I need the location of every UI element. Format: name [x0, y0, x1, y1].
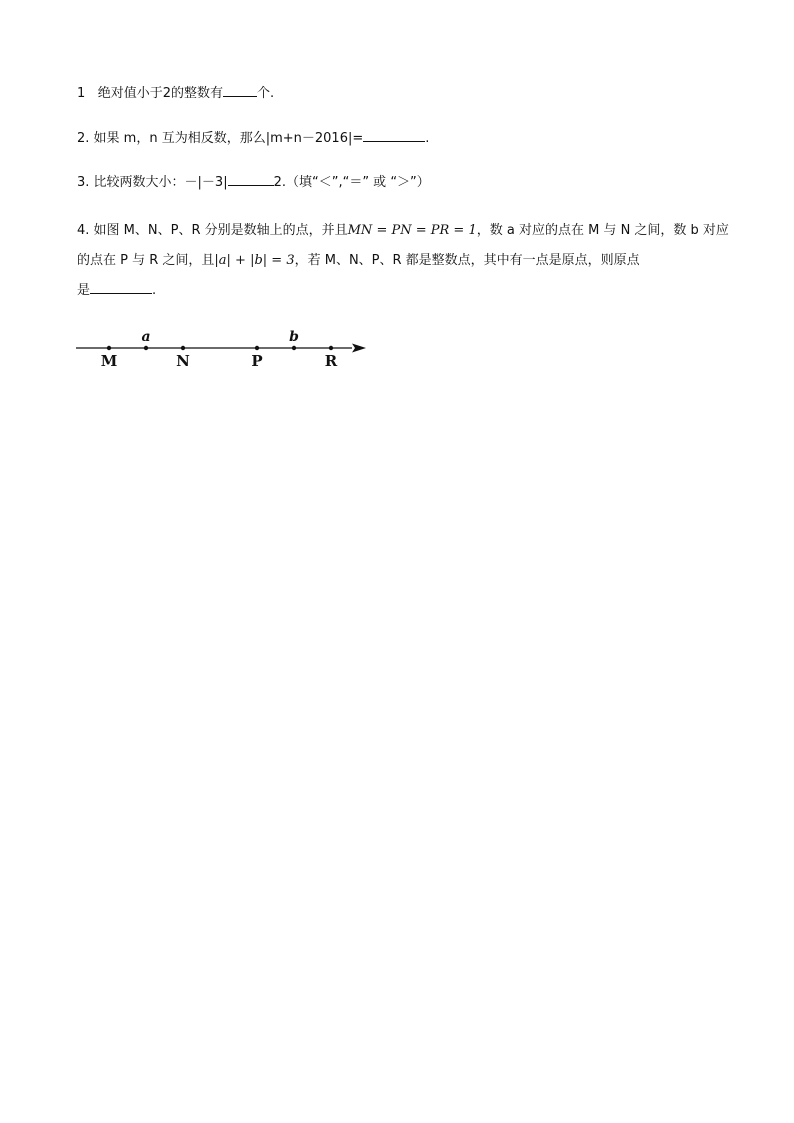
- answer-blank[interactable]: [223, 83, 257, 97]
- question-text-end: .: [152, 283, 157, 298]
- question-text: 如图 M、N、P、R 分别是数轴上的点，并且: [93, 223, 348, 238]
- question-text: 比较两数大小：－|－3|: [93, 175, 228, 190]
- number-line-points: [101, 329, 338, 370]
- question-text: 绝对值小于2的整数有: [97, 86, 223, 101]
- question-text: 的点在 P 与 R 之间，且: [77, 253, 215, 268]
- answer-blank[interactable]: [90, 280, 152, 294]
- question-4-line-1: [77, 216, 737, 246]
- number-line-arrow-icon: [352, 344, 366, 353]
- answer-blank[interactable]: [228, 172, 274, 186]
- question-1: [77, 83, 737, 103]
- point-label-N: N: [176, 352, 190, 370]
- math-expression: |a| + |b| = 3: [214, 253, 295, 268]
- point-label-P: P: [251, 352, 263, 370]
- question-3: [77, 172, 737, 192]
- point-dot-R: [329, 346, 333, 350]
- question-text-end: 个.: [256, 86, 275, 101]
- question-text: ，若 M、N、P、R 都是整数点，其中有一点是原点，则原点: [294, 253, 640, 268]
- question-4-line-3: [77, 276, 737, 306]
- point-dot-P: [255, 346, 259, 350]
- number-line-figure: [70, 322, 380, 382]
- question-text-end: .: [425, 131, 430, 146]
- question-text: 如果 m，n 互为相反数，那么|m+n－2016|=: [93, 131, 364, 146]
- math-expression: MN = PN = PR = 1: [347, 223, 477, 238]
- point-dot-a: [144, 346, 148, 350]
- point-label-b: b: [289, 329, 299, 345]
- point-dot-N: [181, 346, 185, 350]
- question-text: 是: [77, 283, 91, 298]
- answer-blank[interactable]: [363, 128, 425, 142]
- point-label-R: R: [324, 352, 338, 370]
- question-number: 4.: [77, 223, 90, 238]
- question-number: 1: [77, 86, 86, 101]
- question-number: 3.: [77, 175, 90, 190]
- point-dot-b: [292, 346, 296, 350]
- question-4: [77, 216, 737, 306]
- question-number: 2.: [77, 131, 90, 146]
- question-text: ，数 a 对应的点在 M 与 N 之间，数 b 对应: [476, 223, 729, 238]
- question-text-end: 2.（填“＜”,“＝” 或 “＞”）: [273, 175, 430, 190]
- point-dot-M: [107, 346, 111, 350]
- question-4-line-2: [77, 246, 737, 276]
- question-2: [77, 128, 737, 148]
- point-label-a: a: [141, 329, 151, 345]
- point-label-M: M: [100, 352, 118, 370]
